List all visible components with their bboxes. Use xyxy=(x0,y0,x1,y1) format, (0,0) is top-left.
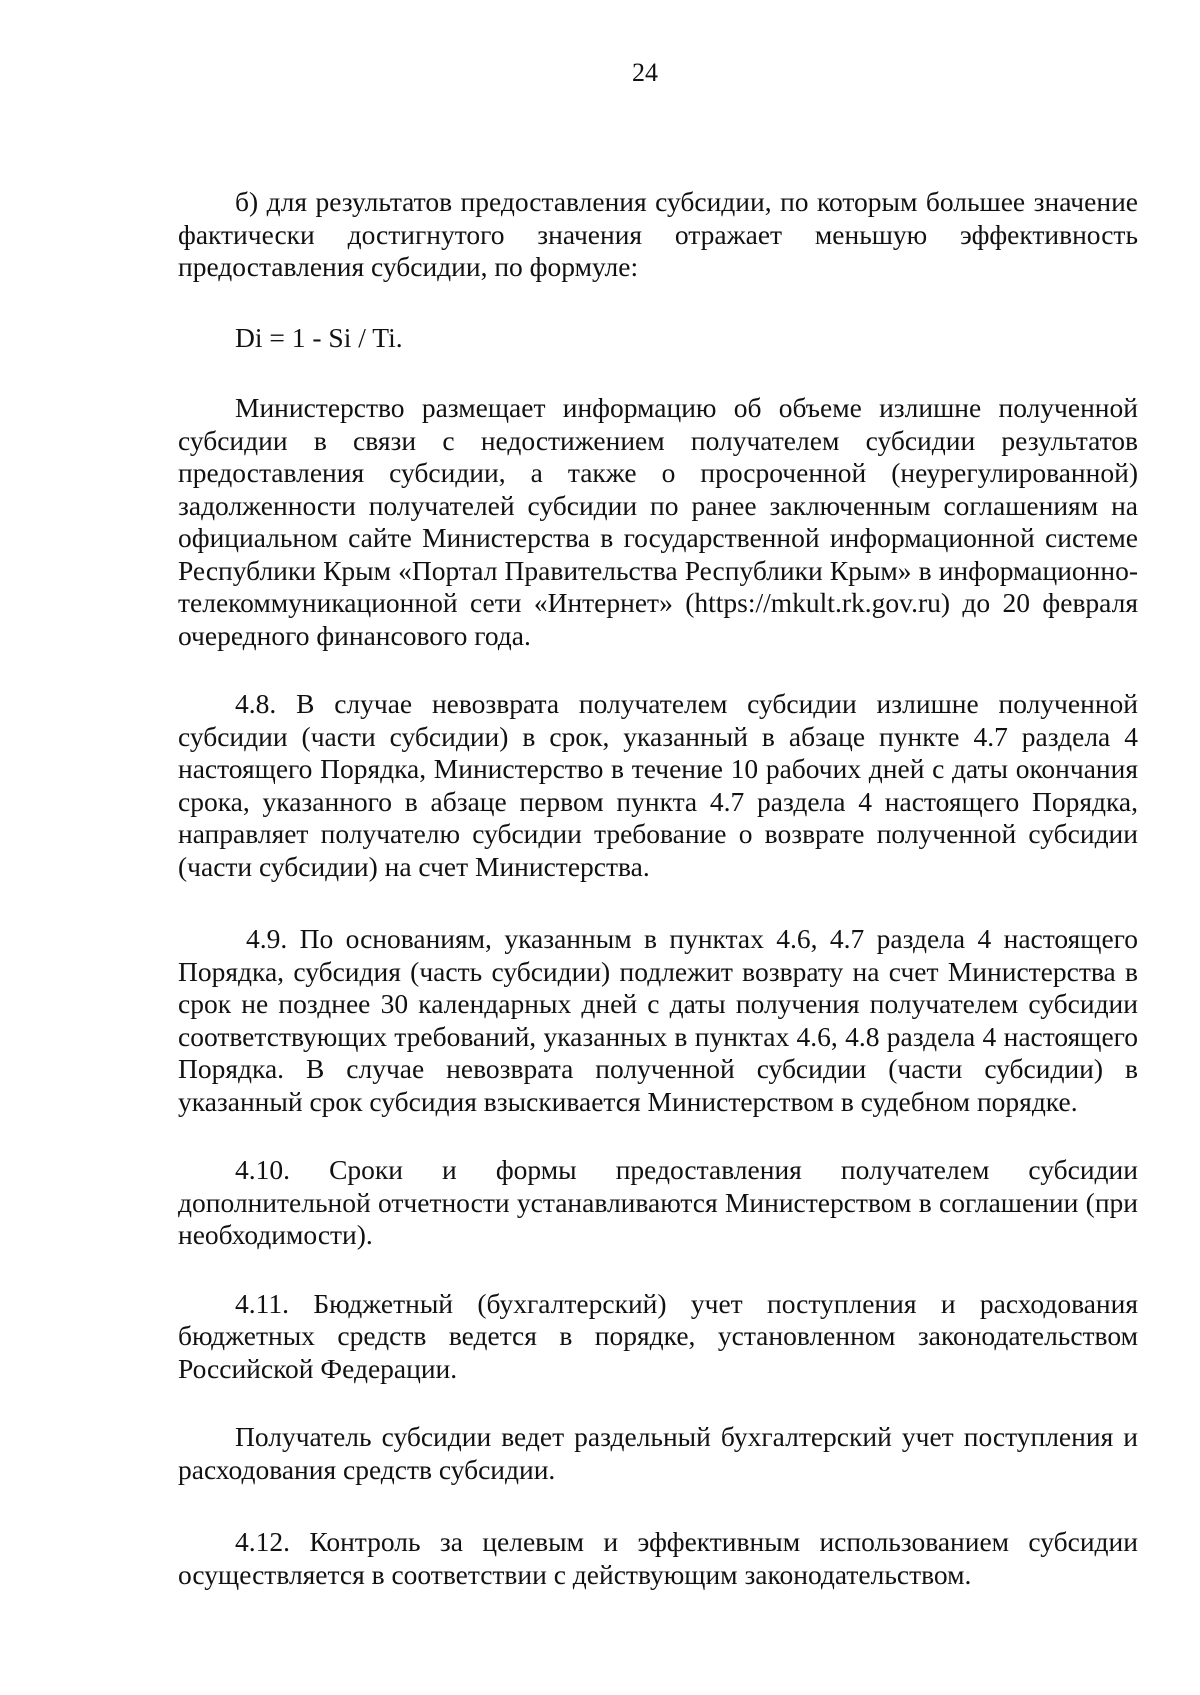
formula: Di = 1 - Si / Ti. xyxy=(235,321,403,353)
paragraph-4-11: 4.11. Бюджетный (бухгалтерский) учет поступления и расходования бюджетных средств ведется в порядке, установленном законодательством Российской Федерации. xyxy=(178,1287,1138,1384)
paragraph-4-8: 4.8. В случае невозврата получателем субсидии излишне полученной субсидии (части субсидии) в срок, указанный в абзаце пункте 4.7 раздела 4 настоящего Порядка, Министерство в течение 10 рабочих дней с даты окончания срока, указанного в абзаце первом пункта 4.7 раздела 4 настоящего Порядка, направляет получателю субсидии требование о возврате полученной субсидии (части субсидии) на счет Министерства. xyxy=(178,688,1138,882)
paragraph-4-9: 4.9. По основаниям, указанным в пунктах 4.6, 4.7 раздела 4 настоящего Порядка, субсидия (часть субсидии) подлежит возврату на счет Министерства в срок не позднее 30 календарных дней с даты получения получателем субсидии соответствующих требований, указанных в пунктах 4.6, 4.8 раздела 4 настоящего Порядка. В случае невозврата полученной субсидии (части субсидии) в указанный срок субсидия взыскивается Министерством в судебном порядке. xyxy=(178,923,1138,1117)
paragraph-4-10: 4.10. Сроки и формы предоставления получателем субсидии дополнительной отчетности устанавливаются Министерством в соглашении (при необходимости). xyxy=(178,1154,1138,1250)
paragraph-recipient: Получатель субсидии ведет раздельный бухгалтерский учет поступления и расходования средств субсидии. xyxy=(178,1421,1138,1485)
paragraph-4-12: 4.12. Контроль за целевым и эффективным использованием субсидии осуществляется в соответствии с действующим законодательством. xyxy=(178,1526,1138,1590)
page-number: 24 xyxy=(632,58,658,87)
paragraph-b: б) для результатов предоставления субсидии, по которым большее значение фактически достигнутого значения отражает меньшую эффективность предоставления субсидии, по формуле: xyxy=(178,186,1138,282)
document-body xyxy=(178,186,1138,1591)
paragraph-ministry-info: Министерство размещает информацию об объеме излишне полученной субсидии в связи с недостижением получателем субсидии результатов предоставления субсидии, а также о просроченной (неурегулированной) задолженности получателей субсидии по ранее заключенным соглашениям на официальном сайте Министерства в государственной информационной системе Республики Крым «Портал Правительства Республики Крым» в информационно-телекоммуникационной сети «Интернет» (https://mkult.rk.gov.ru) до 20 февраля очередного финансового года. xyxy=(178,392,1138,651)
